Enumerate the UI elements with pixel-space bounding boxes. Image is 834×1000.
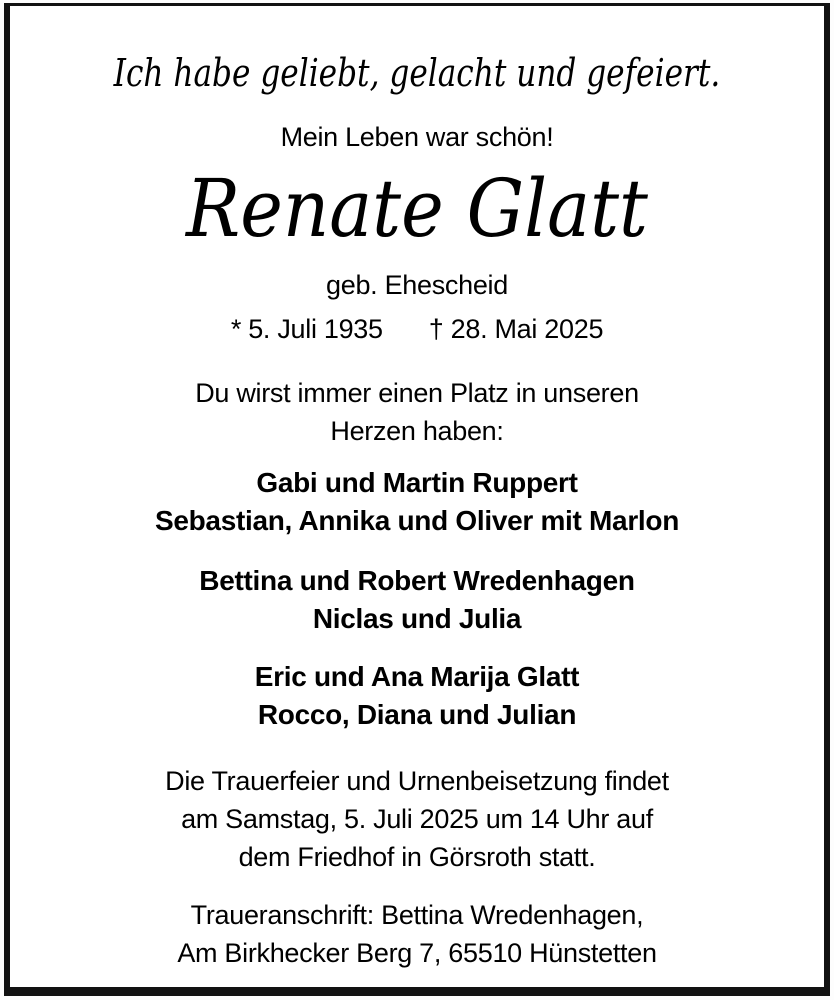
- mourners-group-glatt: [10, 658, 824, 734]
- mourners-line: Sebastian, Annika und Oliver mit Marlon: [154, 505, 680, 536]
- funeral-info: [10, 762, 824, 876]
- funeral-line: dem Friedhof in Görsroth statt.: [238, 842, 596, 872]
- mourners-line: Gabi und Martin Ruppert: [256, 467, 578, 498]
- obituary-notice: [4, 3, 830, 996]
- deceased-name: Renate Glatt: [186, 162, 648, 255]
- condolence-address: [10, 896, 824, 972]
- death-date: † 28. Mai 2025: [428, 314, 604, 344]
- mourners-line: Bettina und Robert Wredenhagen: [199, 565, 635, 596]
- mourners-group-wredenhagen: [10, 562, 824, 638]
- mourners-line: Rocco, Diana und Julian: [257, 699, 577, 730]
- mourners-line: Niclas und Julia: [312, 603, 522, 634]
- birth-date: * 5. Juli 1935: [230, 314, 383, 344]
- life-dates: [10, 310, 824, 348]
- intro-line: Du wirst immer einen Platz in unseren: [195, 378, 639, 408]
- funeral-line: am Samstag, 5. Juli 2025 um 14 Uhr auf: [181, 804, 653, 834]
- birth-name: geb. Ehescheid: [326, 270, 508, 300]
- intro-line: Herzen haben:: [330, 416, 504, 446]
- opening-quote: Ich habe geliebt, gelacht und gefeiert.: [113, 51, 721, 95]
- funeral-line: Die Trauerfeier und Urnenbeisetzung findet: [165, 766, 669, 796]
- address-line: Am Birkhecker Berg 7, 65510 Hünstetten: [177, 938, 657, 968]
- mourners-line: Eric und Ana Marija Glatt: [254, 661, 580, 692]
- mourners-group-ruppert: [10, 464, 824, 540]
- intro-text: [10, 374, 824, 450]
- address-line: Traueranschrift: Bettina Wredenhagen,: [190, 900, 644, 930]
- life-motto: Mein Leben war schön!: [280, 122, 554, 152]
